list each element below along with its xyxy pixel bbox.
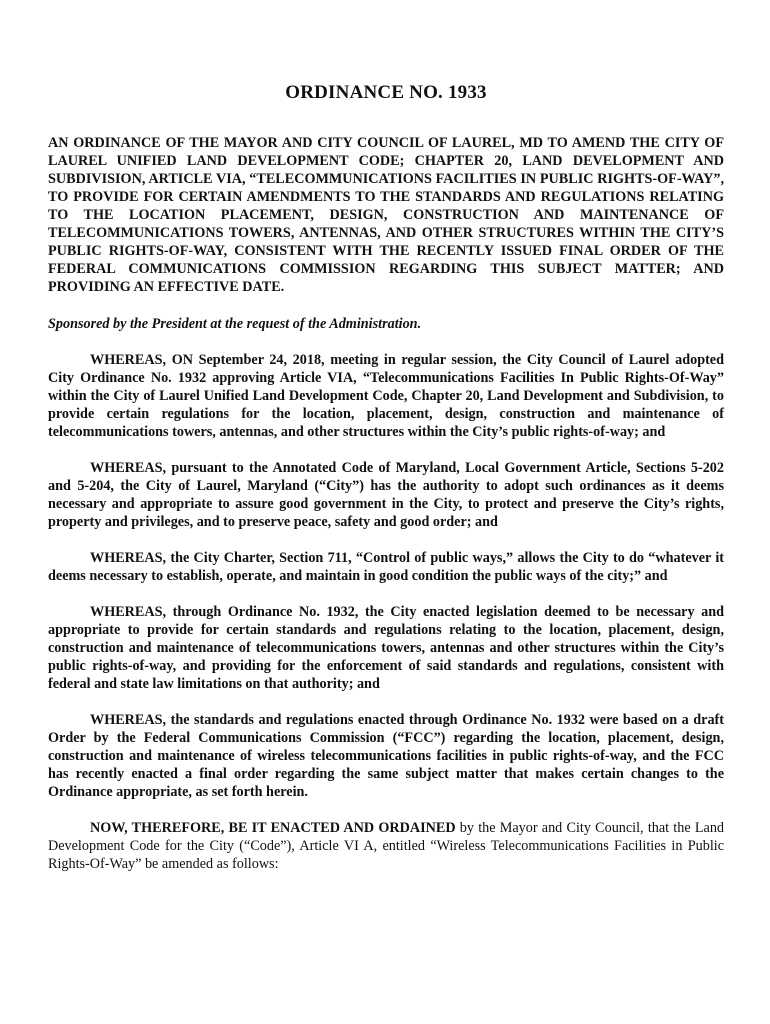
whereas-clause-4: WHEREAS, through Ordinance No. 1932, the City enacted legislation deemed to be necessary and appropriate to provide for certain standards and regulations relating to the location, placement, design, construction and maintenance of telecommunications towers, antennas and other structures within the City’s public rights-of-way, and providing for the enforcement of said standards and regulations, consistent with federal and state law limitations on that authority; and <box>48 604 724 692</box>
enactment-clause <box>48 819 724 873</box>
ordinance-title: ORDINANCE NO. 1933 <box>285 82 487 103</box>
ordinance-body <box>48 82 724 873</box>
enactment-text: by the Mayor and City Council, that the Land Development Code for the City (“Code”), Article VI A, entitled “Wireless Telecommunications Facilities in Public Rights-Of-Way” be amended as follows: <box>48 820 725 872</box>
ordinance-caption: AN ORDINANCE OF THE MAYOR AND CITY COUNCIL OF LAUREL, MD TO AMEND THE CITY OF LAUREL UNIFIED LAND DEVELOPMENT CODE; CHAPTER 20, LAND DEVELOPMENT AND SUBDIVISION, ARTICLE VIA, “TELECOMMUNICATIONS FACILITIES IN PUBLIC RIGHTS-OF-WAY”, TO PROVIDE FOR CERTAIN AMENDMENTS TO THE STANDARDS AND REGULATIONS RELATING TO THE LOCATION PLACEMENT, DESIGN, CONSTRUCTION AND MAINTENANCE OF TELECOMMUNICATIONS TOWERS, ANTENNAS, AND OTHER STRUCTURES WITHIN THE CITY’S PUBLIC RIGHTS-OF-WAY, CONSISTENT WITH THE RECENTLY ISSUED FINAL ORDER OF THE FEDERAL COMMUNICATIONS COMMISSION REGARDING THIS SUBJECT MATTER; AND PROVIDING AN EFFECTIVE DATE. <box>48 135 724 295</box>
whereas-clause-1: WHEREAS, ON September 24, 2018, meeting in regular session, the City Council of Laurel adopted City Ordinance No. 1932 approving Article VIA, “Telecommunications Facilities In Public Rights-Of-Way” within the City of Laurel Unified Land Development Code, Chapter 20, Land Development and Subdivision, to provide certain regulations for the location, placement, design, construction and maintenance of telecommunications towers, antennas, and other structures within the City’s public rights-of-way; and <box>48 352 724 440</box>
sponsor-line: Sponsored by the President at the request of the Administration. <box>48 316 422 332</box>
whereas-clause-2: WHEREAS, pursuant to the Annotated Code of Maryland, Local Government Article, Sections 5-202 and 5-204, the City of Laurel, Maryland (“City”) has the authority to adopt such ordinances as it deems necessary and appropriate to assure good government in the City, to protect and preserve the City’s rights, property and privileges, and to preserve peace, safety and good order; and <box>48 460 724 530</box>
enactment-lead: NOW, THEREFORE, BE IT ENACTED AND ORDAINED <box>90 820 456 836</box>
whereas-clause-5: WHEREAS, the standards and regulations enacted through Ordinance No. 1932 were based on a draft Order by the Federal Communications Commission (“FCC”) regarding the location, placement, design, construction and maintenance of wireless telecommunications facilities in public rights-of-way, and the FCC has recently enacted a final order regarding the same subject matter that makes certain changes to the Ordinance appropriate, as set forth herein. <box>48 712 724 800</box>
whereas-clause-3: WHEREAS, the City Charter, Section 711, “Control of public ways,” allows the City to do “whatever it deems necessary to establish, operate, and maintain in good condition the public ways of the city;” and <box>48 550 724 584</box>
